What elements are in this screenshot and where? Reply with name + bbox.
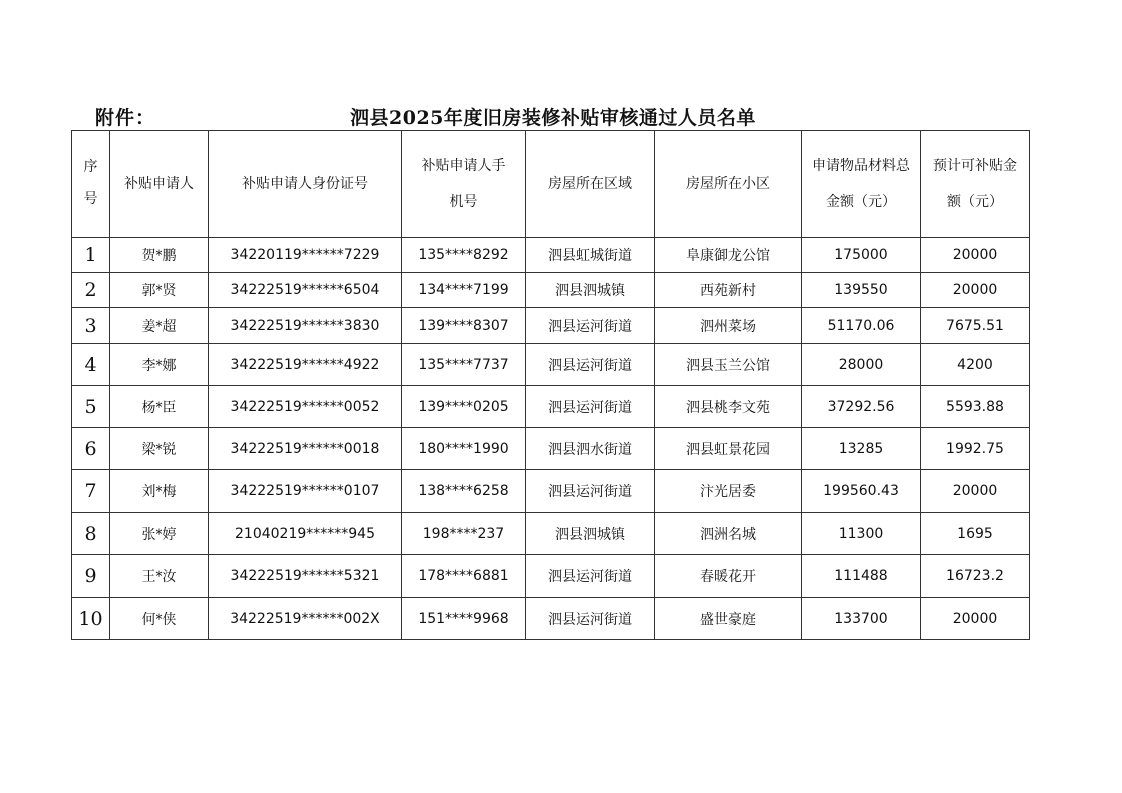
cell-community: 泗县桃李文苑 xyxy=(655,386,802,428)
cell-phone: 134****7199 xyxy=(402,273,526,308)
cell-community: 泗州菜场 xyxy=(655,308,802,344)
table-row xyxy=(72,386,1030,428)
cell-phone: 151****9968 xyxy=(402,598,526,640)
cell-seq: 8 xyxy=(72,513,110,555)
table-row xyxy=(72,470,1030,513)
cell-applicant: 王*汝 xyxy=(110,555,209,598)
cell-district: 泗县运河街道 xyxy=(526,598,655,640)
cell-district: 泗县运河街道 xyxy=(526,344,655,386)
cell-community: 西苑新村 xyxy=(655,273,802,308)
cell-subsidy-amount: 16723.2 xyxy=(921,555,1030,598)
cell-total-amount: 11300 xyxy=(802,513,921,555)
cell-seq: 4 xyxy=(72,344,110,386)
cell-subsidy-amount: 1992.75 xyxy=(921,428,1030,470)
cell-total-amount: 111488 xyxy=(802,555,921,598)
cell-subsidy-amount: 4200 xyxy=(921,344,1030,386)
cell-applicant: 李*娜 xyxy=(110,344,209,386)
table-row xyxy=(72,555,1030,598)
table-row xyxy=(72,238,1030,273)
cell-seq: 9 xyxy=(72,555,110,598)
cell-applicant: 张*婷 xyxy=(110,513,209,555)
cell-seq: 3 xyxy=(72,308,110,344)
cell-applicant: 刘*梅 xyxy=(110,470,209,513)
table-row xyxy=(72,273,1030,308)
cell-id-number: 34222519******0107 xyxy=(209,470,402,513)
approved-applicants-table xyxy=(71,130,1030,640)
cell-total-amount: 133700 xyxy=(802,598,921,640)
cell-applicant: 杨*臣 xyxy=(110,386,209,428)
cell-applicant: 姜*超 xyxy=(110,308,209,344)
cell-id-number: 34222519******0052 xyxy=(209,386,402,428)
cell-id-number: 34222519******0018 xyxy=(209,428,402,470)
column-header-total-amount: 申请物品材料总金额（元） xyxy=(802,131,921,238)
cell-seq: 7 xyxy=(72,470,110,513)
cell-community: 汴光居委 xyxy=(655,470,802,513)
cell-seq: 10 xyxy=(72,598,110,640)
column-header-applicant: 补贴申请人 xyxy=(110,131,209,238)
cell-phone: 139****8307 xyxy=(402,308,526,344)
document-title: 泗县2025年度旧房装修补贴审核通过人员名单 xyxy=(350,107,756,129)
cell-subsidy-amount: 1695 xyxy=(921,513,1030,555)
cell-id-number: 34222519******5321 xyxy=(209,555,402,598)
cell-district: 泗县运河街道 xyxy=(526,470,655,513)
cell-phone: 138****6258 xyxy=(402,470,526,513)
attachment-label: 附件： xyxy=(95,107,156,129)
cell-phone: 178****6881 xyxy=(402,555,526,598)
cell-seq: 6 xyxy=(72,428,110,470)
cell-district: 泗县运河街道 xyxy=(526,386,655,428)
column-header-seq: 序号 xyxy=(72,131,110,238)
column-header-district: 房屋所在区域 xyxy=(526,131,655,238)
cell-id-number: 34220119******7229 xyxy=(209,238,402,273)
cell-total-amount: 175000 xyxy=(802,238,921,273)
cell-applicant: 郭*贤 xyxy=(110,273,209,308)
cell-total-amount: 51170.06 xyxy=(802,308,921,344)
cell-subsidy-amount: 20000 xyxy=(921,470,1030,513)
table-row xyxy=(72,344,1030,386)
cell-community: 春暖花开 xyxy=(655,555,802,598)
cell-phone: 180****1990 xyxy=(402,428,526,470)
cell-total-amount: 37292.56 xyxy=(802,386,921,428)
column-header-phone: 补贴申请人手机号 xyxy=(402,131,526,238)
cell-subsidy-amount: 20000 xyxy=(921,238,1030,273)
cell-id-number: 34222519******3830 xyxy=(209,308,402,344)
cell-id-number: 34222519******002X xyxy=(209,598,402,640)
cell-phone: 139****0205 xyxy=(402,386,526,428)
cell-seq: 2 xyxy=(72,273,110,308)
table-row xyxy=(72,513,1030,555)
cell-subsidy-amount: 20000 xyxy=(921,598,1030,640)
column-header-subsidy-amount: 预计可补贴金额（元） xyxy=(921,131,1030,238)
cell-applicant: 何*侠 xyxy=(110,598,209,640)
table-body xyxy=(72,238,1030,640)
cell-community: 泗洲名城 xyxy=(655,513,802,555)
cell-subsidy-amount: 7675.51 xyxy=(921,308,1030,344)
table-header-row xyxy=(72,131,1030,238)
cell-id-number: 34222519******4922 xyxy=(209,344,402,386)
cell-phone: 198****237 xyxy=(402,513,526,555)
cell-subsidy-amount: 5593.88 xyxy=(921,386,1030,428)
cell-community: 泗县玉兰公馆 xyxy=(655,344,802,386)
cell-seq: 1 xyxy=(72,238,110,273)
cell-applicant: 梁*锐 xyxy=(110,428,209,470)
document-header xyxy=(95,103,1055,131)
cell-total-amount: 13285 xyxy=(802,428,921,470)
column-header-id-number: 补贴申请人身份证号 xyxy=(209,131,402,238)
column-header-community: 房屋所在小区 xyxy=(655,131,802,238)
cell-district: 泗县虹城街道 xyxy=(526,238,655,273)
cell-id-number: 21040219******945 xyxy=(209,513,402,555)
cell-applicant: 贺*鹏 xyxy=(110,238,209,273)
cell-phone: 135****7737 xyxy=(402,344,526,386)
table-row xyxy=(72,598,1030,640)
table-row xyxy=(72,308,1030,344)
cell-total-amount: 199560.43 xyxy=(802,470,921,513)
cell-phone: 135****8292 xyxy=(402,238,526,273)
cell-district: 泗县泗城镇 xyxy=(526,513,655,555)
cell-district: 泗县泗城镇 xyxy=(526,273,655,308)
cell-seq: 5 xyxy=(72,386,110,428)
cell-community: 盛世豪庭 xyxy=(655,598,802,640)
cell-community: 阜康御龙公馆 xyxy=(655,238,802,273)
cell-district: 泗县泗水街道 xyxy=(526,428,655,470)
cell-community: 泗县虹景花园 xyxy=(655,428,802,470)
table-row xyxy=(72,428,1030,470)
cell-subsidy-amount: 20000 xyxy=(921,273,1030,308)
cell-district: 泗县运河街道 xyxy=(526,308,655,344)
cell-total-amount: 28000 xyxy=(802,344,921,386)
cell-district: 泗县运河街道 xyxy=(526,555,655,598)
cell-total-amount: 139550 xyxy=(802,273,921,308)
cell-id-number: 34222519******6504 xyxy=(209,273,402,308)
